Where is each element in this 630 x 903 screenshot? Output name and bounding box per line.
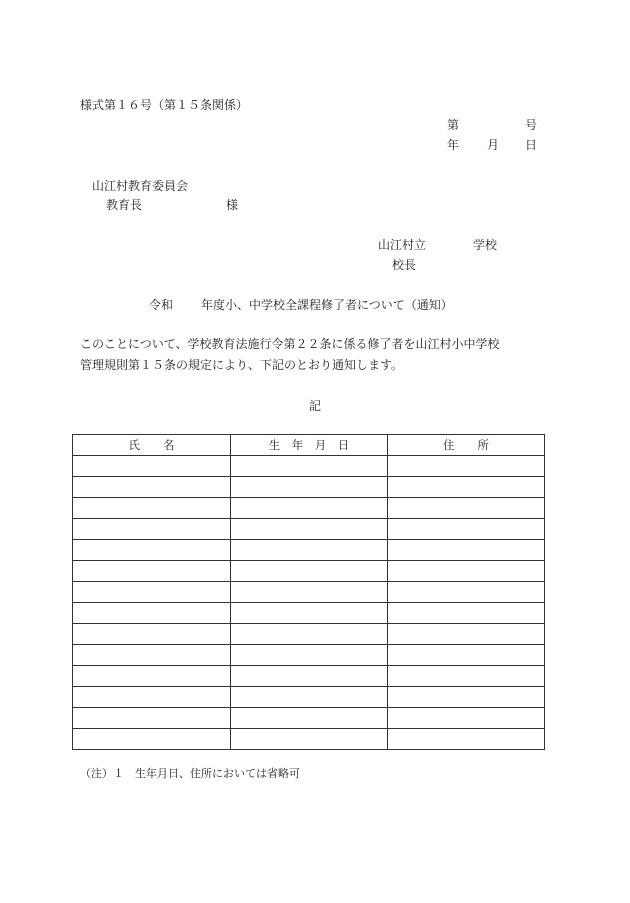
name-cell (73, 456, 231, 477)
name-cell (73, 498, 231, 519)
sender-village: 山江村立 (378, 238, 427, 252)
birthdate-cell (231, 498, 388, 519)
address-cell (388, 603, 545, 624)
table-row (73, 540, 545, 561)
address-cell (388, 519, 545, 540)
table-row (73, 519, 545, 540)
table-header-row (73, 435, 545, 456)
name-cell (73, 645, 231, 666)
recipient-org: 山江村教育委員会 (92, 179, 189, 193)
column-header-name: 氏 名 (73, 435, 231, 456)
sender-school: 学校 (473, 238, 498, 252)
header-number-suffix: 号 (525, 118, 538, 132)
roster-table (72, 434, 545, 750)
column-header-birthdate: 生 年 月 日 (231, 435, 388, 456)
table-row (73, 498, 545, 519)
birthdate-cell (231, 582, 388, 603)
birthdate-cell (231, 519, 388, 540)
birthdate-cell (231, 540, 388, 561)
name-cell (73, 582, 231, 603)
birthdate-cell (231, 687, 388, 708)
address-cell (388, 582, 545, 603)
table-row (73, 624, 545, 645)
address-cell (388, 687, 545, 708)
table-row (73, 666, 545, 687)
address-cell (388, 729, 545, 750)
table-row (73, 456, 545, 477)
name-cell (73, 603, 231, 624)
body-line-2: 管理規則第１５条の規定により、下記のとおり通知します。 (80, 358, 404, 372)
address-cell (388, 708, 545, 729)
recipient-honorific: 様 (226, 198, 239, 212)
name-cell (73, 666, 231, 687)
birthdate-cell (231, 708, 388, 729)
table-row (73, 645, 545, 666)
table-row (73, 582, 545, 603)
name-cell (73, 477, 231, 498)
birthdate-cell (231, 561, 388, 582)
table-row (73, 561, 545, 582)
subject-text: 年度小、中学校全課程修了者について（通知） (201, 298, 453, 312)
address-cell (388, 666, 545, 687)
birthdate-cell (231, 666, 388, 687)
birthdate-cell (231, 645, 388, 666)
header-date-day: 日 (525, 138, 538, 152)
form-label: 様式第１６号（第１５条関係） (80, 98, 249, 112)
footnote: （注）１ 生年月日、住所においては省略可 (80, 767, 300, 780)
name-cell (73, 561, 231, 582)
table-row (73, 729, 545, 750)
birthdate-cell (231, 729, 388, 750)
table-row (73, 687, 545, 708)
birthdate-cell (231, 624, 388, 645)
name-cell (73, 708, 231, 729)
address-cell (388, 456, 545, 477)
name-cell (73, 687, 231, 708)
address-cell (388, 540, 545, 561)
address-cell (388, 477, 545, 498)
column-header-address: 住 所 (388, 435, 545, 456)
name-cell (73, 624, 231, 645)
address-cell (388, 561, 545, 582)
table-row (73, 603, 545, 624)
body-line-1: このことについて、学校教育法施行令第２２条に係る修了者を山江村小中学校 (80, 337, 500, 351)
header-date-year: 年 (447, 138, 460, 152)
subject-era: 令和 (149, 298, 174, 312)
address-cell (388, 645, 545, 666)
table-row (73, 708, 545, 729)
header-number-prefix: 第 (447, 118, 460, 132)
recipient-title: 教育長 (106, 198, 143, 212)
name-cell (73, 540, 231, 561)
address-cell (388, 498, 545, 519)
birthdate-cell (231, 603, 388, 624)
ki-heading: 記 (309, 399, 322, 413)
birthdate-cell (231, 477, 388, 498)
sender-title: 校長 (392, 258, 417, 272)
name-cell (73, 729, 231, 750)
table-row (73, 477, 545, 498)
header-date-month: 月 (487, 138, 500, 152)
birthdate-cell (231, 456, 388, 477)
name-cell (73, 519, 231, 540)
address-cell (388, 624, 545, 645)
